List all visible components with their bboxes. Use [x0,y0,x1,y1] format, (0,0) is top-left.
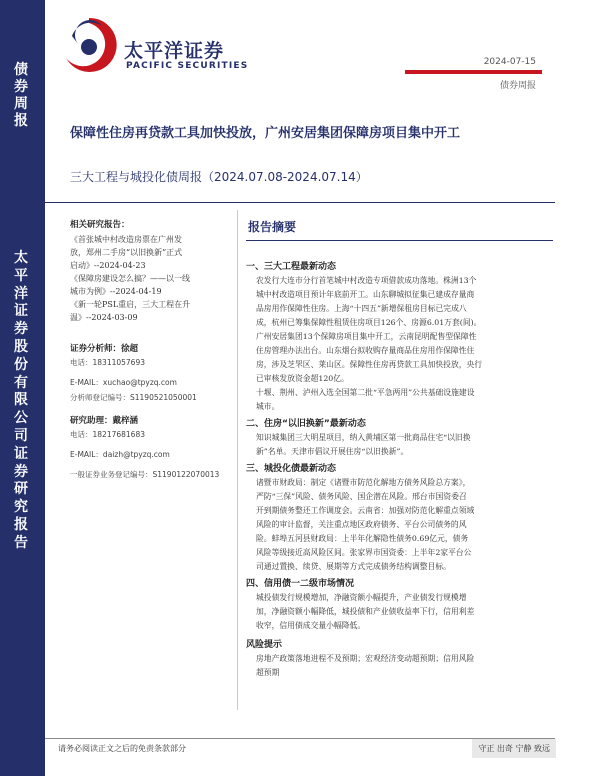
summary-paragraph-line: 已审核发放资金超120亿。 [256,374,349,383]
related-heading: 相关研究报告： [70,220,130,230]
summary-paragraph-line: 开到期债务整还工作调度会。云南省：加强对防范化解重点领域 [256,506,475,515]
report-date: 2024-07-15 [483,57,536,67]
report-title: 保障性住房再贷款工具加快投放，广州安居集团保障房项目集中开工 [70,126,461,141]
summary-paragraph-line: 诸暨市财政局：制定《诸暨市防范化解地方债务风险总方案》， [256,478,471,487]
report-subtitle: 三大工程与城投化债周报（2024.07.08-2024.07.14） [70,170,368,184]
analyst-label: 证券分析师：徐超 [70,344,139,354]
risk-paragraph-line: 房地产政策落地进程不及预期；宏观经济变动超预期；信用风险 [256,654,475,663]
summary-paragraph-line: 新”名单。天津市倡议开展住房“以旧换新”。 [256,447,409,456]
related-line[interactable]: 《新一轮PSL重启，三大工程在升 [70,300,191,309]
summary-paragraph-line: 住房管理办法出台。山东烟台拟收购存量商品住房用作保障性住 [256,346,475,355]
summary-paragraph-line: 十堰、荆州、泸州入选全国第二批“平急两用”公共基础设施建设 [256,388,475,397]
summary-paragraph-line: 城市。 [256,402,280,411]
sidebar-company: 太平洋证券股份有限公司证券研究报告 [14,250,28,551]
summary-paragraph-line: 广州安居集团13个保障房项目集中开工，云南昆明配售型保障性 [256,332,477,341]
footer-disclaimer: 请务必阅读正文之后的免责条款部分 [58,744,186,753]
pacific-securities-logo-icon [58,14,120,76]
summary-paragraph-line: 险。蚌埠五河县财政局：上半年化解隐性债务0.69亿元，债务 [256,534,469,543]
related-line[interactable]: 放，郑州二手房“以旧换新”正式 [70,248,183,257]
summary-paragraph-line: 房，涉及芝罘区、莱山区。保障性住房再贷款工具加快投放，央行 [256,360,483,369]
brand-name-cn: 太平洋证券 [124,40,225,62]
summary-paragraph-line: 品房用作保障性住房。上海“十四五”新增保租房目标已完成八 [256,304,467,313]
column-divider [237,210,238,710]
risk-paragraph-line: 超预期 [256,668,280,677]
analyst-phone: 电话：18311057693 [70,358,145,367]
summary-paragraph-line: 农发行大连市分行首笔城中村改造专项借款成功落地。株洲13个 [256,276,477,285]
analyst-email[interactable]: E-MAIL：xuchao@tpyzq.com [70,378,177,387]
summary-section-title: 二、住房“以旧换新”最新动态 [246,419,366,429]
brand-name-en: PACIFIC SECURITIES [126,61,249,71]
related-line[interactable]: 城市为例》--2024-04-19 [70,287,162,296]
summary-body [246,258,556,680]
sidebar-category: 债券周报 [14,62,28,129]
summary-paragraph-line: 城中村改造项目预计年底前开工。山东聊城拟征集已建成存量商 [256,290,475,299]
summary-paragraph-line: 风险等级接近高风险区间。张家界市国资委：上半年2家平台公 [256,548,472,557]
summary-section-title: 四、信用债一二级市场情况 [246,579,355,589]
related-line[interactable]: 启动》--2024-04-23 [70,261,146,270]
accent-bar [405,70,542,74]
header-divider [45,202,555,203]
related-line[interactable]: 《首张城中村改造房票在广州发 [70,235,182,244]
related-line[interactable]: 《保障房建设怎么搞？——以一线 [70,274,190,283]
assistant-label: 研究助理：戴梓涵 [70,416,139,426]
sidebar-band [0,0,45,776]
summary-paragraph-line: 城投债发行规模增加，净融资额小幅提升，产业债发行规模增 [256,593,467,602]
summary-divider [246,240,553,241]
summary-section-title: 一、三大工程最新动态 [246,262,337,272]
risk-title: 风险提示 [246,640,283,650]
footer-slogan: 守正 出奇 宁静 致远 [472,739,556,758]
summary-section-title: 三、城投化债最新动态 [246,464,337,474]
summary-paragraph-line: 收窄，信用债成交量小幅降低。 [256,621,366,630]
summary-paragraph-line: 加，净融资额小幅降低，城投债和产业债收益率下行，信用利差 [256,607,475,616]
assistant-phone: 电话：18217681683 [70,430,145,439]
summary-paragraph-line: 成，杭州已筹集保障性租赁住房项目126个、房源6.01万套(间)。 [256,318,482,327]
assistant-email[interactable]: E-MAIL：daizh@tpyzq.com [70,450,170,459]
related-line[interactable]: 温》--2024-03-09 [70,313,138,322]
summary-paragraph-line: 风险的审计监督，关注重点地区政府债务、平台公司债务的风 [256,520,467,529]
summary-paragraph-line: 司通过置换、续贷、展期等方式完成债务结构调整目标。 [256,562,451,571]
summary-paragraph-line: 知识城集团三大明星项目，纳入黄埔区第一批商品住宅“以旧换 [256,433,471,442]
doc-type: 债券周报 [499,81,536,91]
summary-title: 报告摘要 [248,220,297,234]
info-column [70,218,230,481]
assistant-cert: 一般证券业务登记编号：S1190122070013 [70,470,220,479]
summary-paragraph-line: 严防“三保”风险、债务风险、国企潜在风险。邢台市国资委召 [256,492,467,501]
analyst-cert: 分析师登记编号：S1190521050001 [70,393,197,402]
